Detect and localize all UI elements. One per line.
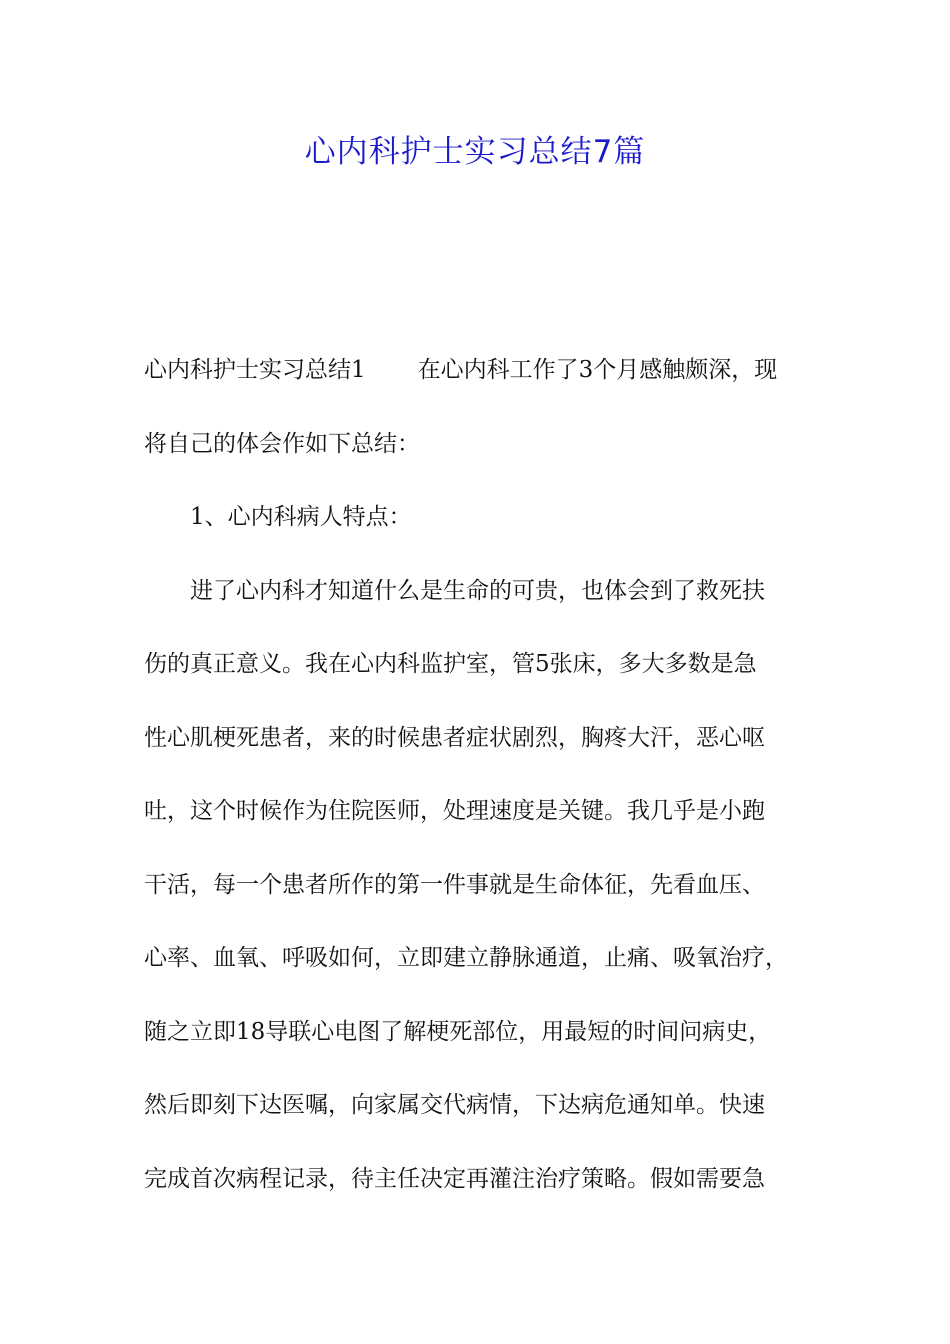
paragraph-line: 然后即刻下达医嘱，向家属交代病情，下达病危通知单。快速 [144,1092,765,1118]
section-1-heading: 1、心内科病人特点： [190,504,412,530]
paragraph-line: 随之立即18导联心电图了解梗死部位，用最短的时间问病史， [144,1018,772,1045]
section-1-heading-paragraph [144,481,830,555]
paragraph-line: 进了心内科才知道什么是生命的可贵，也体会到了救死扶 [190,577,765,604]
paragraph-line: 吐，这个时候作为住院医师，处理速度是关键。我几乎是小跑 [144,798,765,824]
intro-line-1 [144,334,830,408]
intro-text-line-1: 在心内科工作了3个月感触颇深，现 [417,357,778,383]
paragraph-line: 心率、血氧、呼吸如何，立即建立静脉通道，止痛、吸氧治疗， [144,945,788,971]
paragraph-line: 完成首次病程记录，待主任决定再灌注治疗策略。假如需要急 [144,1165,765,1192]
intro-paragraph [144,334,830,481]
paragraph-line: 干活，每一个患者所作的第一件事就是生命体征，先看血压、 [144,871,765,898]
document-body [144,334,830,1216]
paragraph-line: 伤的真正意义。我在心内科监护室，管5张床，多大多数是急 [144,651,757,677]
intro-text-line-2: 将自己的体会作如下总结： [144,430,420,457]
document-title: 心内科护士实习总结7篇 [304,134,646,170]
body-paragraph [144,555,830,1217]
intro-heading: 心内科护士实习总结1 [144,357,366,383]
paragraph-line: 性心肌梗死患者，来的时候患者症状剧烈，胸疼大汗，恶心呕 [144,724,765,751]
